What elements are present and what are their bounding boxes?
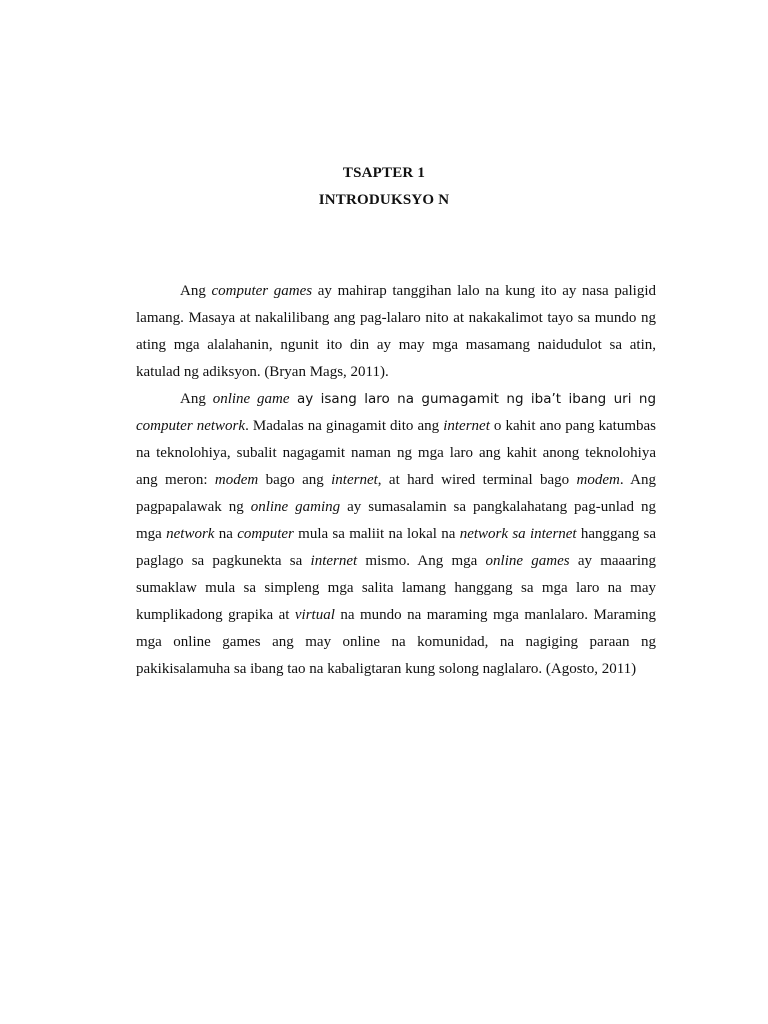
text-segment: computer network: [136, 418, 246, 434]
text-segment: internet: [331, 472, 378, 488]
text-segment: modem: [576, 472, 620, 488]
text-segment: computer games: [211, 283, 313, 299]
paragraph-2: [136, 386, 656, 683]
chapter-title: TSAPTER 1: [342, 165, 426, 181]
text-segment: bago ang: [258, 472, 332, 488]
text-segment: ay maaaring sumaklaw mula sa simpleng mga salita lamang hanggang sa mga laro na may kumplikadong grapika at: [136, 553, 657, 623]
text-segment: mula sa maliit na lokal na: [293, 526, 460, 542]
text-segment: Ang: [180, 283, 212, 299]
text-segment: ay sumasalamin sa pangkalahatang pag-unlad ng mga: [136, 499, 656, 542]
text-segment: internet: [443, 418, 490, 434]
text-segment: online games: [485, 553, 570, 569]
body-text: [136, 278, 656, 683]
text-segment: internet: [310, 553, 358, 569]
text-segment: ay mahirap tanggihan lalo na kung ito ay nasa paligid lamang. Masaya at nakalilibang ang pag-lalaro nito at nakakalimot tayo sa mundo ng ating mga alalahanin, ngunit ito din ay may mga masamang naidudulot sa atin, katulad ng adiksyon. (Bryan Mags, 2011).: [136, 283, 656, 380]
text-segment: mismo. Ang mga: [357, 553, 486, 569]
text-segment: virtual: [294, 607, 335, 623]
text-segment: online game: [212, 391, 290, 407]
text-segment: hanggang sa paglago sa pagkunekta sa: [136, 526, 657, 569]
text-segment: ay isang laro na gumagamit ng iba’t ibang uri ng: [289, 391, 657, 407]
text-segment: network: [166, 526, 215, 542]
text-segment: , at hard wired terminal bago: [377, 472, 577, 488]
text-segment: Ang: [180, 391, 213, 407]
text-segment: na mundo na maraming mga manlalaro. Maraming mga online games ang may online na komunidad, na nagiging paraan ng pakikisalamuha sa ibang tao na kabaligtaran kung solong naglalaro. (Agosto, 2011): [136, 607, 656, 677]
text-segment: o kahit ano pang katumbas na teknolohiya, subalit nagagamit naman ng mga laro ang kahit anong teknolohiya ang meron:: [136, 418, 657, 488]
text-segment: online gaming: [250, 499, 341, 515]
section-title: INTRODUKSYO N: [318, 192, 450, 208]
paragraph-1: [136, 278, 656, 386]
text-segment: network sa internet: [459, 526, 577, 542]
text-segment: modem: [214, 472, 259, 488]
text-segment: . Madalas na ginagamit dito ang: [245, 418, 444, 434]
text-segment: . Ang pagpapalawak ng: [136, 472, 656, 515]
text-segment: na: [214, 526, 238, 542]
text-segment: computer: [237, 526, 294, 542]
